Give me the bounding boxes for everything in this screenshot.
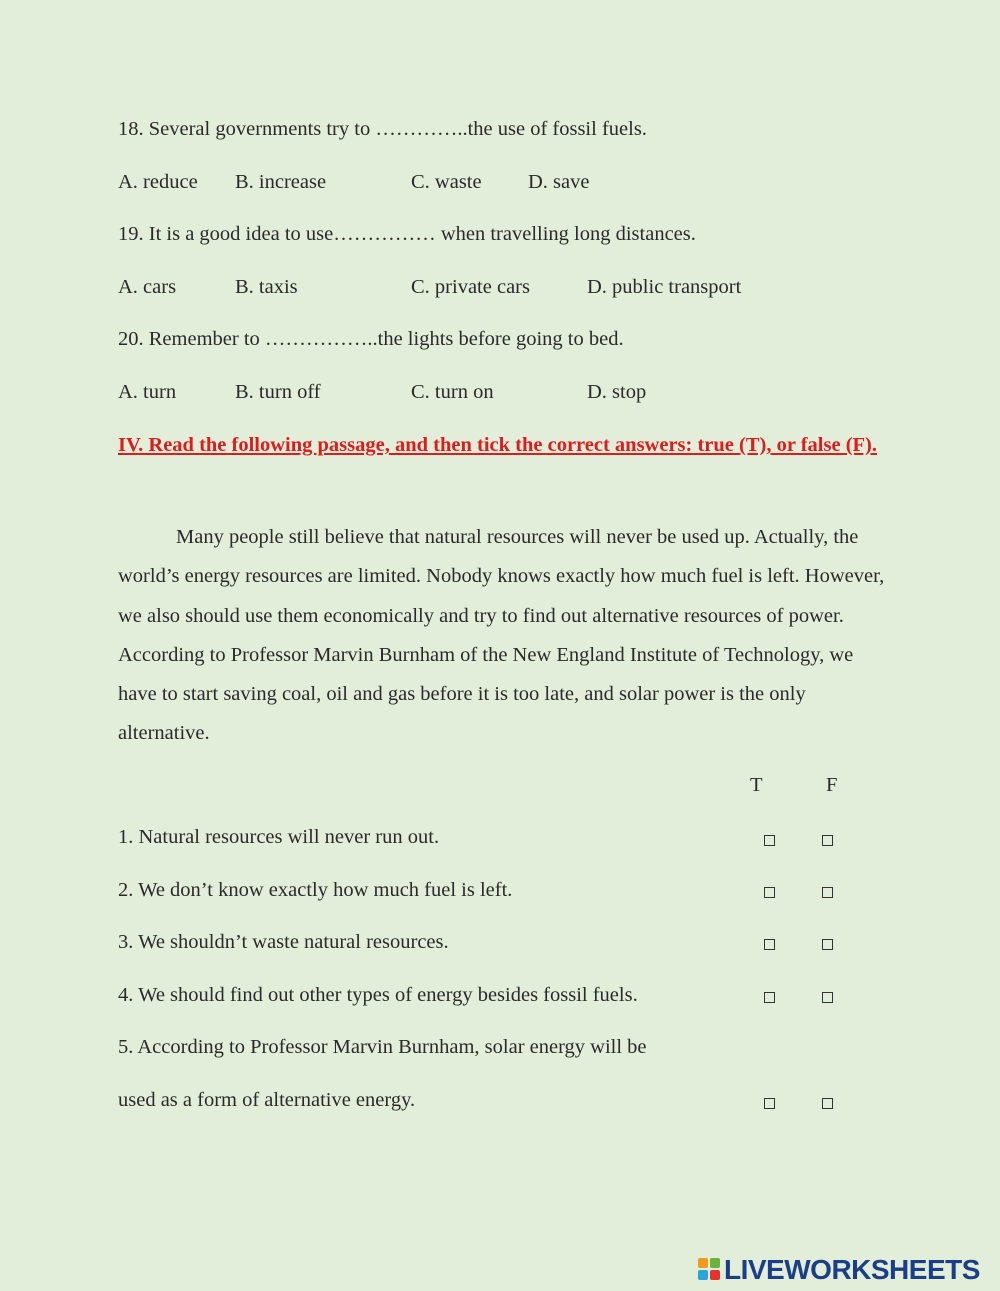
statement-3-false-checkbox[interactable]: [822, 939, 833, 950]
statement-2-true-checkbox[interactable]: [764, 887, 775, 898]
question-20-option-b: B. turn off: [235, 381, 321, 403]
question-20-stem: 20. Remember to ……………..the lights before going to bed.: [118, 328, 624, 350]
statement-4-true-checkbox[interactable]: [764, 992, 775, 1003]
false-column-header: F: [826, 774, 838, 796]
question-19-option-c: C. private cars: [411, 276, 530, 298]
question-18-option-a: A. reduce: [118, 171, 198, 193]
true-column-header: T: [750, 774, 763, 796]
question-19-option-a: A. cars: [118, 276, 177, 298]
question-20-option-d: D. stop: [587, 381, 647, 403]
statement-5-true-checkbox[interactable]: [764, 1098, 775, 1109]
statement-4-false-checkbox[interactable]: [822, 992, 833, 1003]
statement-1: 1. Natural resources will never run out.: [118, 826, 440, 848]
statement-5-line-2: used as a form of alternative energy.: [118, 1089, 416, 1111]
statement-4: 4. We should find out other types of energy besides fossil fuels.: [118, 984, 638, 1006]
statement-5-line-1: 5. According to Professor Marvin Burnham, solar energy will be: [118, 1036, 647, 1058]
statement-3-true-checkbox[interactable]: [764, 939, 775, 950]
statement-1-false-checkbox[interactable]: [822, 835, 833, 846]
question-20-option-c: C. turn on: [411, 381, 494, 403]
question-18-option-c: C. waste: [411, 171, 482, 193]
question-18-option-d: D. save: [528, 171, 590, 193]
statement-5-false-checkbox[interactable]: [822, 1098, 833, 1109]
statement-1-true-checkbox[interactable]: [764, 835, 775, 846]
reading-passage: Many people still believe that natural resources will never be used up. Actually, the world’s energy resources are limited. Nobody knows exactly how much fuel is left. However, we also should use them economically and try to find out alternative resources of power. According to Professor Marvin Burnham of the New England Institute of Technology, we have to start saving coal, oil and gas before it is too late, and solar power is the only alternative.: [118, 526, 885, 745]
liveworksheets-logo-icon: [698, 1258, 722, 1282]
liveworksheets-logo-text: LIVEWORKSHEETS: [724, 1254, 980, 1285]
question-20-option-a: A. turn: [118, 381, 177, 403]
statement-2: 2. We don’t know exactly how much fuel is left.: [118, 879, 513, 901]
statement-3: 3. We shouldn’t waste natural resources.: [118, 931, 449, 953]
question-19-option-d: D. public transport: [587, 276, 742, 298]
question-19-option-b: B. taxis: [235, 276, 298, 298]
section-heading: IV. Read the following passage, and then tick the correct answers: true (T), or false (F).: [118, 434, 877, 456]
question-18-option-b: B. increase: [235, 171, 327, 193]
question-19-stem: 19. It is a good idea to use…………… when travelling long distances.: [118, 223, 696, 245]
question-18-stem: 18. Several governments try to …………..the use of fossil fuels.: [118, 118, 647, 140]
liveworksheets-logo: [698, 1255, 980, 1285]
statement-2-false-checkbox[interactable]: [822, 887, 833, 898]
